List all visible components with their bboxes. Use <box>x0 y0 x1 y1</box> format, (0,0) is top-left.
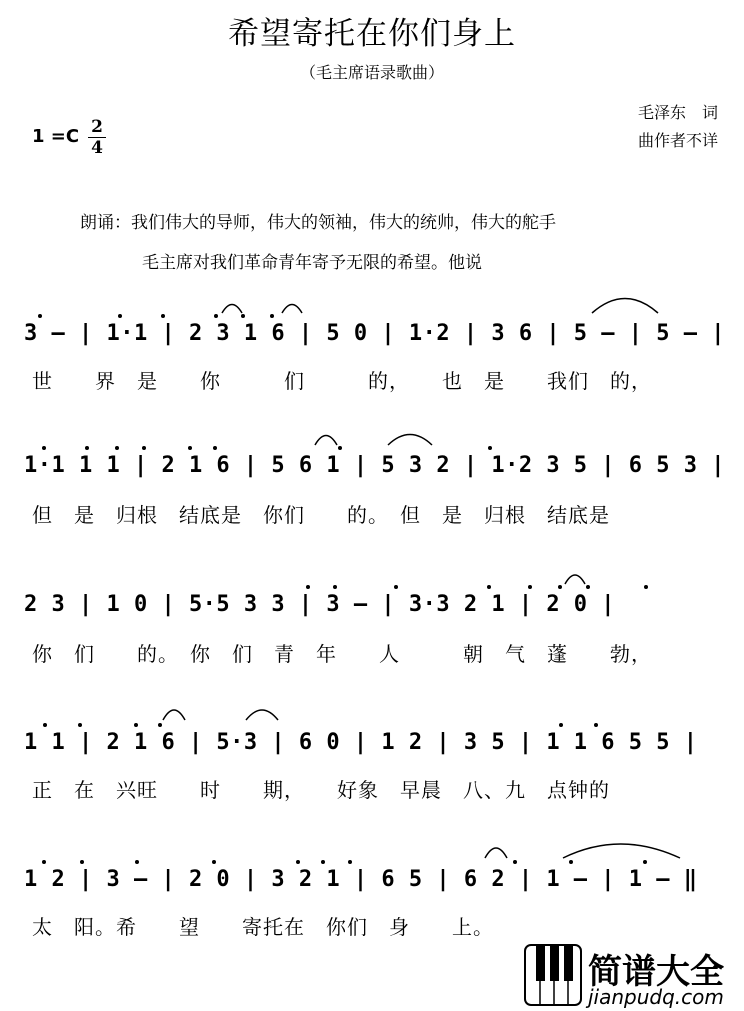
notation-line-4: 1 1 | 2 1 6 | 5·3 | 6 0 | 1 2 | 3 5 | 1 1 6 5 5 | <box>24 730 698 755</box>
piano-keys-icon <box>524 944 582 1006</box>
octave-dot <box>142 446 146 450</box>
lyricist-credit: 毛泽东 词 <box>637 103 718 122</box>
notation-line-2: 1·1 1 1 | 2 1 6 | 5 6 1 | 5 3 2 | 1·2 3 5 | 6 5 3 | <box>24 453 726 478</box>
octave-dot <box>394 585 398 589</box>
notation-line-1: 3 – | 1·1 | 2 3 1 6 | 5 0 | 1·2 | 3 6 | 5 – | 5 – | <box>24 321 726 346</box>
octave-dot <box>338 446 342 450</box>
watermark-name: 简谱大全 <box>588 952 724 992</box>
slur-mark <box>315 436 337 446</box>
octave-dot <box>42 446 46 450</box>
octave-dot <box>586 585 590 589</box>
octave-dot <box>43 723 47 727</box>
slur-mark <box>485 848 507 858</box>
octave-dot <box>594 723 598 727</box>
octave-dot <box>306 585 310 589</box>
octave-dot <box>85 446 89 450</box>
octave-dot <box>42 860 46 864</box>
octave-dot <box>213 446 217 450</box>
octave-dot <box>38 314 42 318</box>
octave-dot <box>214 314 218 318</box>
octave-dot <box>296 860 300 864</box>
octave-dot <box>270 314 274 318</box>
time-signature-bottom: 4 <box>91 138 103 158</box>
lyrics-line-3: 你 们 的。 你 们 青 年 人 朝 气 蓬 勃， <box>32 642 652 666</box>
lyrics-line-1: 世 界 是 你 们 的， 也 是 我们 的， <box>32 369 652 393</box>
octave-dot <box>118 314 122 318</box>
key-signature: 1 =C <box>32 126 80 147</box>
octave-dot <box>348 860 352 864</box>
tie-mark <box>563 844 680 858</box>
recitation-line-2: 毛主席对我们革命青年寄予无限的希望。他说 <box>142 253 482 273</box>
notation-line-5: 1 2 | 3 – | 2 0 | 3 2 1 | 6 5 | 6 2 | 1 – | 1 – ‖ <box>24 867 698 892</box>
octave-dot <box>643 860 647 864</box>
octave-dot <box>115 446 119 450</box>
song-subtitle: （毛主席语录歌曲） <box>299 63 444 82</box>
octave-dot <box>644 585 648 589</box>
time-signature-top: 2 <box>91 117 103 137</box>
octave-dot <box>134 723 138 727</box>
slur-mark <box>388 435 432 446</box>
octave-dot <box>188 446 192 450</box>
slur-mark <box>246 710 278 720</box>
octave-dot <box>559 723 563 727</box>
composer-credit: 曲作者不详 <box>637 131 718 150</box>
slur-mark <box>282 305 302 314</box>
octave-dot <box>78 723 82 727</box>
octave-dot <box>569 860 573 864</box>
octave-dot <box>80 860 84 864</box>
slur-mark <box>565 575 585 584</box>
time-signature <box>86 118 108 157</box>
octave-dot <box>212 860 216 864</box>
octave-dot <box>158 723 162 727</box>
lyrics-line-2: 但 是 归根 结底是 你们 的。 但 是 归根 结底是 <box>32 503 610 527</box>
notation-line-3: 2 3 | 1 0 | 5·5 3 3 | 3 – | 3·3 2 1 | 2 0 | <box>24 592 616 617</box>
watermark-url: jianpudq.com <box>588 985 724 1009</box>
song-title: 希望寄托在你们身上 <box>228 16 516 52</box>
octave-dot <box>333 585 337 589</box>
octave-dot <box>487 585 491 589</box>
slur-mark <box>163 710 185 720</box>
octave-dot <box>528 585 532 589</box>
lyrics-line-5: 太 阳。希 望 寄托在 你们 身 上。 <box>32 915 494 939</box>
slur-mark <box>222 305 242 314</box>
tie-mark <box>592 299 658 314</box>
octave-dot <box>558 585 562 589</box>
watermark-logo <box>524 944 742 1008</box>
octave-dot <box>488 446 492 450</box>
lyrics-line-4: 正 在 兴旺 时 期， 好象 早晨 八、九 点钟的 <box>32 778 610 802</box>
octave-dot <box>241 314 245 318</box>
octave-dot <box>321 860 325 864</box>
octave-dot <box>161 314 165 318</box>
octave-dot <box>513 860 517 864</box>
octave-dot <box>135 860 139 864</box>
recitation-line-1: 朗诵：我们伟大的导师，伟大的领袖，伟大的统帅，伟大的舵手 <box>80 213 556 233</box>
